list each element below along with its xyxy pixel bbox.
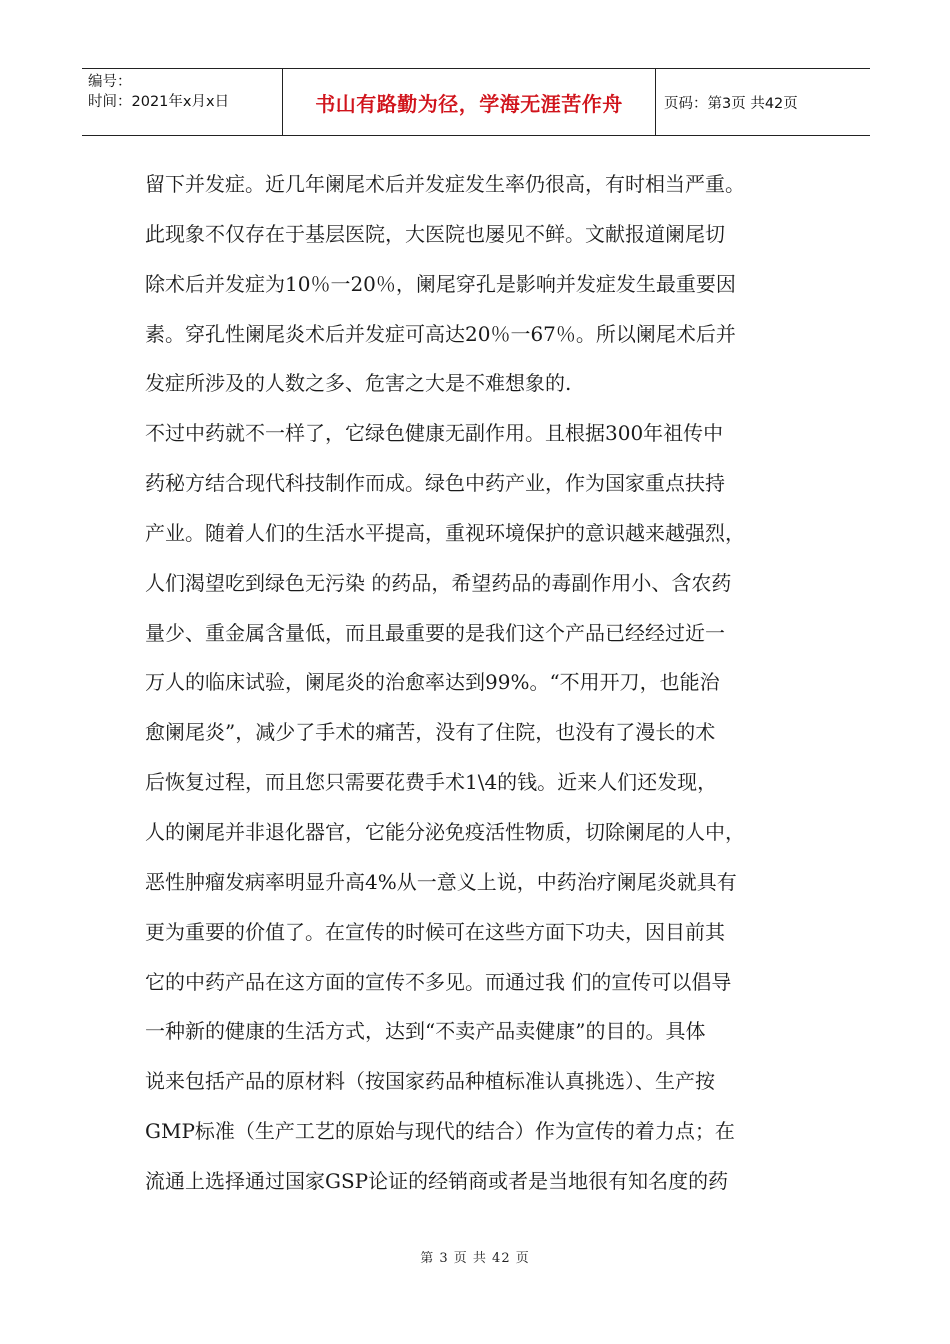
body-line: 一种新的健康的生活方式，达到“不卖产品卖健康”的目的。具体 — [145, 1019, 706, 1044]
document-body — [145, 160, 810, 1207]
body-line: 人们渴望吃到绿色无污染 的药品，希望药品的毒副作用小、含农药 — [145, 570, 732, 595]
body-line: 后恢复过程，而且您只需要花费手术1\4的钱。近来人们还发现， — [145, 770, 718, 795]
body-line: 更为重要的价值了。在宣传的时候可在这些方面下功夫，因目前其 — [145, 919, 725, 944]
body-line: 素。穿孔性阑尾炎术后并发症可高达20％一67％。所以阑尾术后并 — [145, 321, 736, 346]
body-line: 量少、重金属含量低，而且最重要的是我们这个产品已经经过近一 — [145, 620, 725, 645]
body-line: 说来包括产品的原材料（按国家药品种植标准认真挑选）、生产按 — [145, 1069, 715, 1094]
body-line: 愈阑尾炎”，减少了手术的痛苦，没有了住院，也没有了漫长的术 — [145, 720, 716, 745]
body-line: GMP标准（生产工艺的原始与现代的结合）作为宣传的着力点；在 — [145, 1119, 735, 1144]
header-meta — [82, 69, 283, 135]
body-line: 它的中药产品在这方面的宣传不多见。而通过我 们的宣传可以倡导 — [145, 969, 732, 994]
body-line: 除术后并发症为10％一20％，阑尾穿孔是影响并发症发生最重要因 — [145, 271, 736, 296]
body-line: 产业。随着人们的生活水平提高，重视环境保护的意识越来越强烈， — [145, 520, 745, 545]
body-line: 恶性肿瘤发病率明显升高4%从一意义上说，中药治疗阑尾炎就具有 — [145, 869, 737, 894]
body-line: 留下并发症。近几年阑尾术后并发症发生率仍很高，有时相当严重。 — [145, 172, 745, 196]
page-footer: 第 3 页 共 42 页 — [420, 1251, 530, 1266]
body-line: 人的阑尾并非退化器官，它能分泌免疫活性物质，切除阑尾的人中， — [145, 819, 745, 844]
date-label: 时间：2021年x月x日 — [88, 94, 230, 110]
body-line: 发症所涉及的人数之多、危害之大是不难想象的. — [145, 371, 572, 396]
body-line: 不过中药就不一样了，它绿色健康无副作用。且根据300年祖传中 — [145, 421, 724, 446]
body-line: 流通上选择通过国家GSP论证的经销商或者是当地很有知名度的药 — [145, 1168, 729, 1193]
page-header — [82, 68, 870, 136]
body-line: 万人的临床试验，阑尾炎的治愈率达到99%。“不用开刀，也能治 — [145, 670, 720, 695]
body-line: 此现象不仅存在于基层医院，大医院也屡见不鲜。文献报道阑尾切 — [145, 221, 725, 246]
header-page-info: 页码：第3页 共42页 — [664, 95, 798, 112]
body-line: 药秘方结合现代科技制作而成。绿色中药产业，作为国家重点扶持 — [145, 471, 725, 496]
code-label: 编号： — [88, 74, 132, 90]
header-motto: 书山有路勤为径，学海无涯苦作舟 — [283, 69, 656, 135]
